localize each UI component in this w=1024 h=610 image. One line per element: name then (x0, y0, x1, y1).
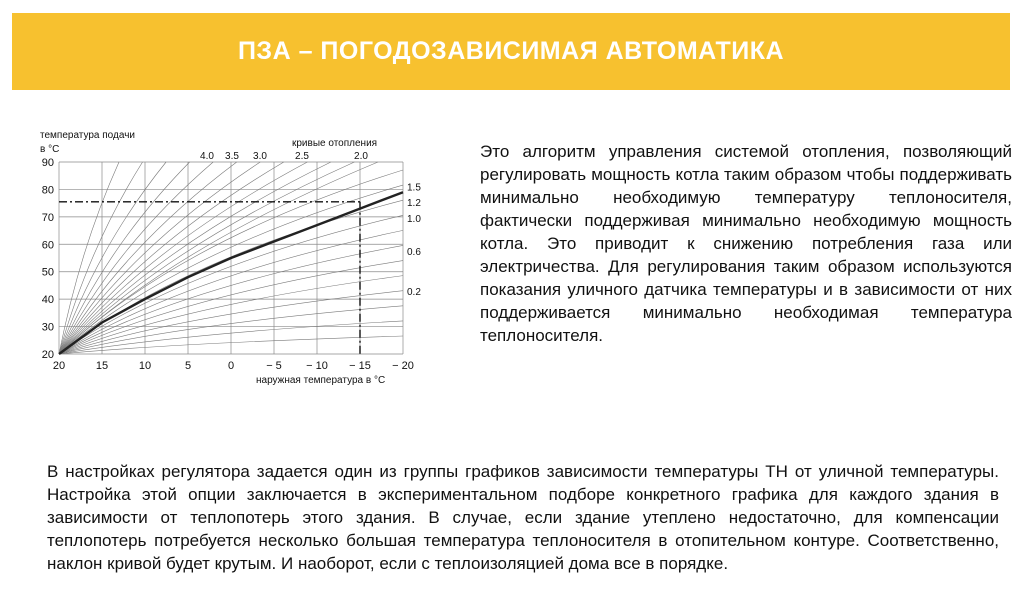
right-curve-label: 1.0 (407, 214, 421, 226)
settings-paragraph: В настройках регулятора задается один из группы графиков зависимости температуры ТН от уличной температуры. Настройка этой опции заключается в экспериментальном подборе конкретного графика для каждого здания в зависимости от теплопотерь этого здания. В случае, если здание утеплено недостаточно, для компенсации теплопотерь потребуется несколько большая температура теплоносителя в отопительном контуре. Соответственно, наклон кривой будет крутым. И наоборот, если с теплоизоляцией дома все в порядке. (47, 462, 999, 573)
header-banner (12, 13, 1010, 90)
page-title: ПЗА – ПОГОДОЗАВИСИМАЯ АВТОМАТИКА (237, 37, 785, 65)
heating-curve-line (59, 162, 307, 354)
heating-curve-line (59, 162, 237, 354)
x-tick-label: − 15 (349, 360, 371, 372)
right-curve-label: 1.5 (407, 182, 421, 194)
y-axis-unit: в °C (40, 144, 60, 155)
right-curve-label: 0.6 (407, 247, 421, 259)
top-curve-label: 3.5 (225, 151, 239, 162)
x-tick-label: − 10 (306, 360, 328, 372)
y-tick-label: 50 (41, 266, 54, 279)
y-tick-label: 40 (41, 294, 54, 307)
y-axis-label: температура подачи (40, 130, 135, 141)
curves-label: кривые отопления (292, 138, 378, 149)
top-curve-label: 3.0 (253, 151, 267, 162)
x-tick-label: − 20 (392, 360, 414, 372)
y-tick-label: 70 (41, 211, 54, 224)
top-curve-label: 2.5 (295, 151, 309, 162)
heating-curves-chart (34, 128, 424, 390)
x-tick-label: − 5 (266, 360, 282, 372)
x-tick-label: 5 (184, 360, 192, 372)
x-tick-label: 10 (138, 360, 152, 372)
x-axis-label: наружная температура в °C (256, 375, 386, 386)
top-curve-label: 2.0 (354, 151, 368, 162)
y-tick-label: 60 (41, 239, 54, 252)
y-tick-label: 20 (41, 349, 54, 361)
right-curve-label: 0.2 (407, 286, 421, 298)
heating-curves-svg (34, 128, 424, 390)
description-paragraph: Это алгоритм управления системой отопления, позволяющий регулировать мощность котла таким образом чтобы поддерживать минимально необходимую температуру теплоносителя, фактически поддерживая минимально необходимую мощность котла. Это приводит к снижению потребления газа или электричества. Для регулирования таким образом используются показания уличного датчика температуры и в зависимости от них поддерживается минимально необходимая температура теплоносителя. (480, 142, 1012, 345)
top-curve-label: 4.0 (200, 151, 214, 162)
x-tick-label: 0 (227, 360, 235, 372)
y-tick-label: 80 (41, 184, 54, 197)
y-tick-label: 30 (41, 321, 54, 334)
y-tick-label: 90 (41, 157, 54, 169)
x-tick-label: 15 (95, 360, 109, 372)
x-tick-label: 20 (52, 360, 66, 372)
right-curve-label: 1.2 (407, 197, 421, 209)
